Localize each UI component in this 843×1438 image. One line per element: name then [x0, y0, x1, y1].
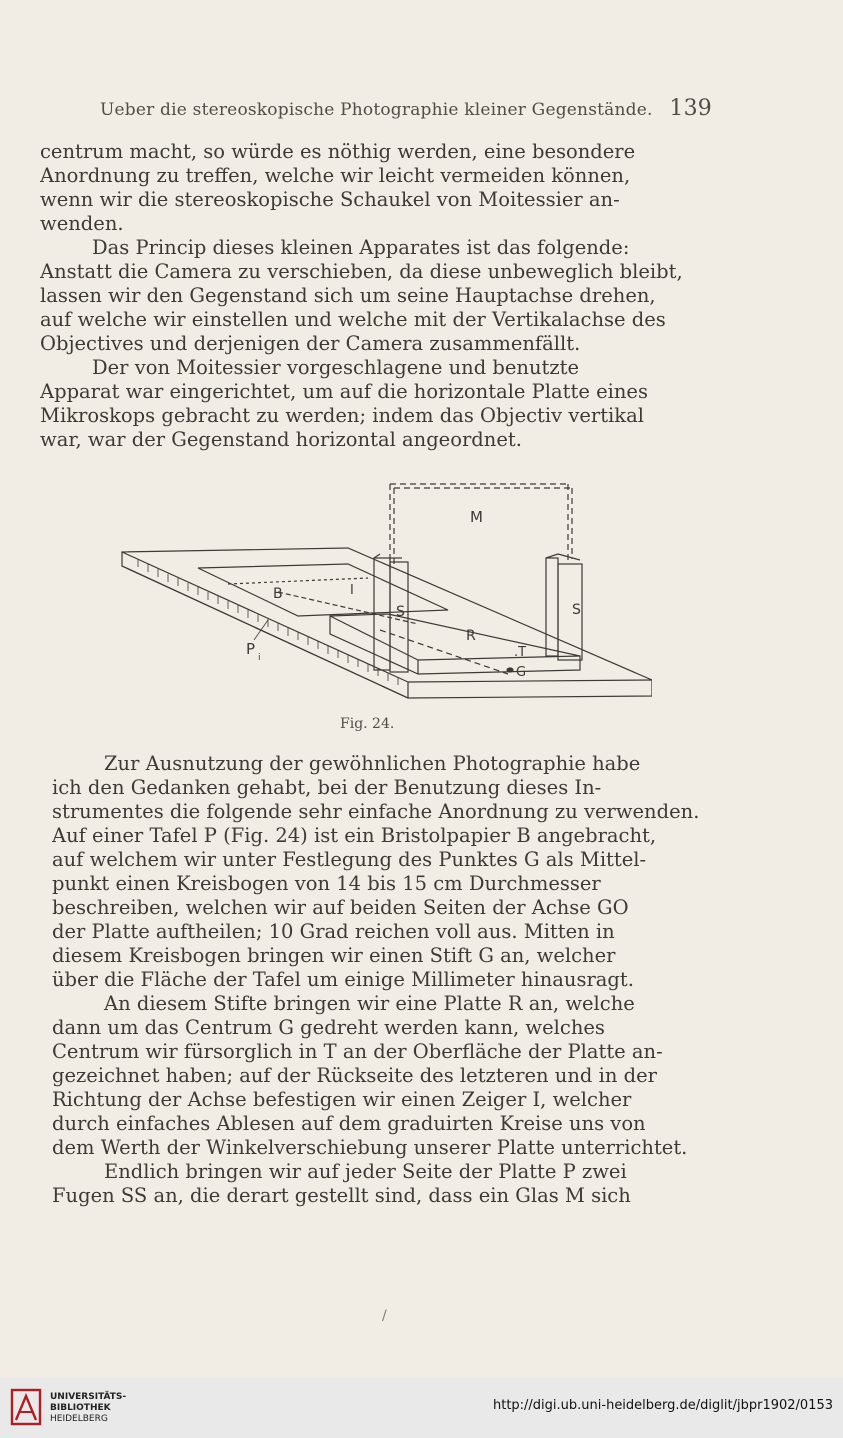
text-line: wenden.: [40, 212, 124, 235]
figure-caption: Fig. 24.: [340, 716, 395, 732]
text-line: auf welchem wir unter Festlegung des Punktes G als Mittel-: [52, 848, 647, 871]
running-title: Ueber die stereoskopische Photographie kleiner Gegenstände.: [100, 100, 653, 120]
pin-g: [507, 668, 513, 672]
text-line: Fugen SS an, die derart gestellt sind, dass ein Glas M sich: [52, 1184, 631, 1207]
text-line: Der von Moitessier vorgeschlagene und benutzte: [92, 356, 580, 379]
label-s-left: S: [396, 604, 405, 620]
glass-plate-m: [390, 484, 572, 569]
university-library-logo-icon: [10, 1388, 42, 1426]
text-line: Apparat war eingerichtet, um auf die horizontale Platte eines: [40, 380, 648, 403]
text-line: strumentes die folgende sehr einfache Anordnung zu verwenden.: [52, 800, 700, 823]
library-name-line2: BIBLIOTHEK: [50, 1403, 111, 1413]
text-line: lassen wir den Gegenstand sich um seine Hauptachse drehen,: [40, 284, 656, 307]
library-name: [50, 1392, 126, 1425]
text-line: Endlich bringen wir auf jeder Seite der Platte P zwei: [104, 1160, 627, 1183]
label-s-right: S: [572, 602, 581, 618]
figure-24: [118, 474, 652, 706]
bristol-paper-b: [198, 564, 448, 616]
label-r: R: [466, 628, 476, 644]
label-b: B: [273, 586, 283, 602]
text-line: beschreiben, welchen wir auf beiden Seiten der Achse GO: [52, 896, 629, 919]
running-header: [100, 96, 712, 124]
page-number: 139: [669, 96, 712, 121]
text-line: Objectives und derjenigen der Camera zusammenfällt.: [40, 332, 581, 355]
text-line: auf welche wir einstellen und welche mit der Vertikalachse des: [40, 308, 666, 331]
text-line: Auf einer Tafel P (Fig. 24) ist ein Bristolpapier B angebracht,: [52, 824, 657, 847]
text-line: centrum macht, so würde es nöthig werden, eine besondere: [40, 140, 636, 163]
text-line: über die Fläche der Tafel um einige Millimeter hinausragt.: [52, 968, 634, 991]
text-line: Anordnung zu treffen, welche wir leicht vermeiden können,: [40, 164, 631, 187]
text-line: Mikroskops gebracht zu werden; indem das Objectiv vertikal: [40, 404, 644, 427]
apparatus-drawing: [118, 474, 652, 706]
library-footer: [0, 1378, 843, 1438]
text-line: war, war der Gegenstand horizontal angeordnet.: [40, 428, 522, 451]
label-t: .T: [514, 645, 527, 660]
text-line: diesem Kreisbogen bringen wir einen Stift G an, welcher: [52, 944, 616, 967]
text-line: dem Werth der Winkelverschiebung unserer Platte unterrichtet.: [52, 1136, 688, 1159]
text-line: gezeichnet haben; auf der Rückseite des letzteren und in der: [52, 1064, 657, 1087]
text-line: ich den Gedanken gehabt, bei der Benutzung dieses In-: [52, 776, 602, 799]
text-line: Zur Ausnutzung der gewöhnlichen Photographie habe: [104, 752, 641, 775]
text-line: dann um das Centrum G gedreht werden kann, welches: [52, 1016, 605, 1039]
base-board-p: [122, 548, 652, 698]
text-line: Anstatt die Camera zu verschieben, da diese unbeweglich bleibt,: [40, 260, 683, 283]
text-line: punkt einen Kreisbogen von 14 bis 15 cm Durchmesser: [52, 872, 601, 895]
text-block-top: [40, 140, 730, 452]
text-line: der Platte auftheilen; 10 Grad reichen voll aus. Mitten in: [52, 920, 615, 943]
stray-pen-mark: /: [382, 1308, 387, 1324]
text-line: An diesem Stifte bringen wir eine Platte R an, welche: [104, 992, 635, 1015]
label-i: I: [350, 583, 354, 598]
text-line: Centrum wir fürsorglich in T an der Oberfläche der Platte an-: [52, 1040, 663, 1063]
label-p: P: [246, 640, 256, 658]
source-url[interactable]: http://digi.ub.uni-heidelberg.de/diglit/jbpr1902/0153: [492, 1398, 833, 1413]
text-line: durch einfaches Ablesen auf dem graduirten Kreise uns von: [52, 1112, 646, 1135]
library-name-line3: HEIDELBERG: [50, 1414, 108, 1424]
plate-r: [330, 614, 580, 674]
text-line: Das Princip dieses kleinen Apparates ist das folgende:: [92, 236, 630, 259]
board-edge-hatching: [138, 560, 398, 685]
text-line: wenn wir die stereoskopische Schaukel von Moitessier an-: [40, 188, 620, 211]
library-name-line1: UNIVERSITÄTS-: [50, 1392, 127, 1402]
label-m: M: [470, 508, 483, 526]
label-p-sub: i: [258, 653, 261, 663]
label-g: G: [516, 665, 527, 680]
text-line: Richtung der Achse befestigen wir einen Zeiger I, welcher: [52, 1088, 632, 1111]
text-block-bottom: [52, 752, 732, 1208]
